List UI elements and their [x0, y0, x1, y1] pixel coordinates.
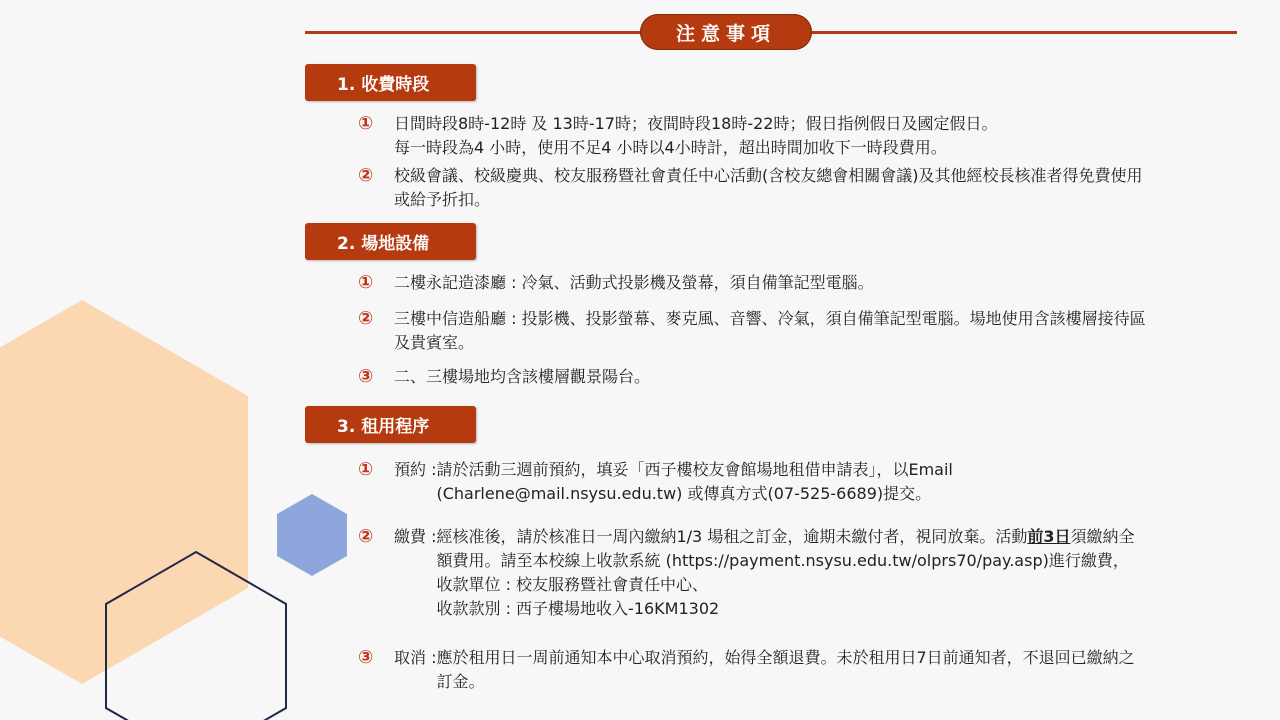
item-text: 日間時段8時-12時 及 13時-17時；夜間時段18時-22時；假日指例假日及國定假日。 — [394, 114, 998, 133]
item-text: 三樓中信造船廳 : 投影機、投影螢幕、麥克風、音響、冷氣，須自備筆記型電腦。場地使用含該樓層接待區 — [394, 309, 1146, 328]
payment-category-text: 收款款別 : 西子樓場地收入-16KM1302 — [436, 599, 720, 618]
item-text: (Charlene@mail.nsysu.edu.tw) 或傳真方式(07-525-6689)提交。 — [436, 484, 932, 503]
item-number: ① — [358, 272, 374, 293]
item-text: 二、三樓場地均含該樓層觀景陽台。 — [394, 367, 651, 386]
item-text: 應於租用日一周前通知本中心取消預約，始得全額退費。未於租用日7日前通知者，不退回已繳納之 — [436, 648, 1135, 667]
item-text: 須繳納全 — [1070, 527, 1135, 546]
list-item — [358, 365, 1270, 389]
item-label: 取消 : — [394, 648, 437, 667]
item-number: ② — [358, 165, 374, 186]
list-item — [358, 307, 1270, 355]
item-number: ② — [358, 308, 374, 329]
item-text: 每一時段為4 小時，使用不足4 小時以4小時計，超出時間加收下一時段費用。 — [394, 138, 947, 157]
item-text: 及貴賓室。 — [394, 333, 475, 352]
list-item — [358, 458, 1270, 506]
list-item — [358, 112, 1270, 160]
item-text: 或給予折扣。 — [394, 190, 491, 209]
list-item — [358, 646, 1270, 694]
item-label: 預約 : — [394, 460, 437, 479]
item-text: 校級會議、校級慶典、校友服務暨社會責任中心活動(含校友總會相關會議)及其他經校長核准者得免費使用 — [394, 166, 1143, 185]
large-orange-hexagon — [0, 300, 248, 684]
page-title: 注意事項 — [640, 14, 812, 50]
small-blue-hexagon — [277, 494, 347, 576]
item-number: ② — [358, 526, 374, 547]
item-label: 繳費 : — [394, 527, 437, 546]
section-label-equipment: 2. 場地設備 — [305, 223, 476, 260]
item-number: ① — [358, 459, 374, 480]
item-text: 訂金。 — [436, 672, 485, 691]
payee-unit-text: 收款單位 : 校友服務暨社會責任中心、 — [436, 575, 709, 594]
item-text: 請於活動三週前預約，填妥「西子樓校友會館場地租借申請表」，以Email — [436, 460, 953, 479]
item-text: 經核准後，請於核准日一周內繳納1/3 場租之訂金，逾期未繳付者，視同放棄。活動 — [436, 527, 1028, 546]
emphasis-text: 前3日 — [1027, 527, 1071, 546]
section-label-fees: 1. 收費時段 — [305, 64, 476, 101]
list-item — [358, 164, 1270, 212]
section-label-procedure: 3. 租用程序 — [305, 406, 476, 443]
list-item — [358, 271, 1270, 295]
item-number: ③ — [358, 647, 374, 668]
item-text: 二樓永記造漆廳 : 冷氣、活動式投影機及螢幕，須自備筆記型電腦。 — [394, 273, 874, 292]
item-text: 額費用。請至本校線上收款系統 (https://payment.nsysu.edu.tw/olprs70/pay.asp)進行繳費， — [436, 551, 1129, 570]
item-number: ① — [358, 113, 374, 134]
item-number: ③ — [358, 366, 374, 387]
list-item — [358, 525, 1270, 621]
